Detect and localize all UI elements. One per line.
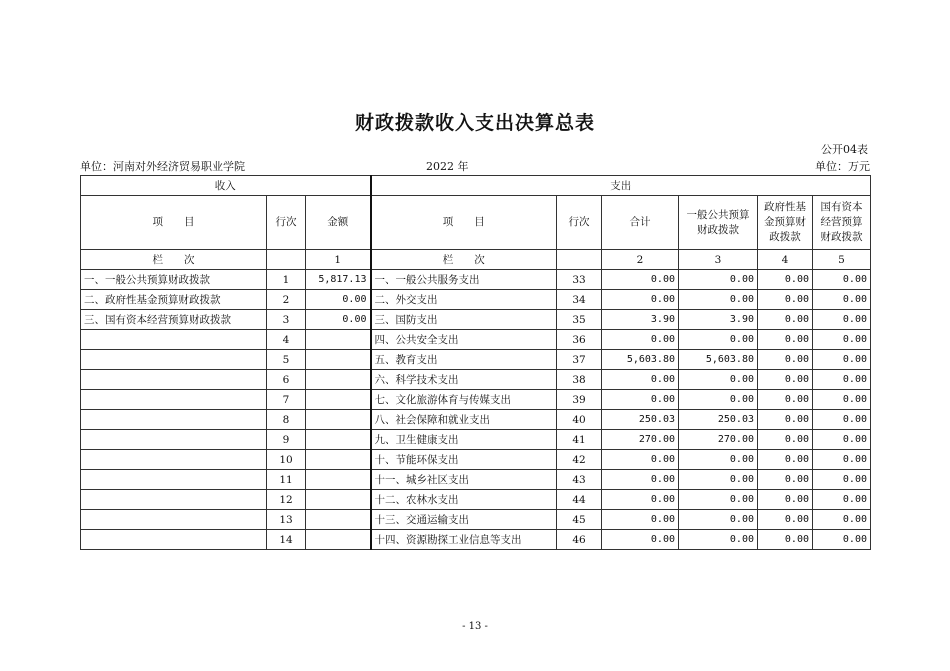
income-amount-header: 金额	[306, 196, 371, 250]
general-budget-cell: 3.90	[679, 310, 758, 330]
gov-fund-cell: 0.00	[758, 390, 813, 410]
year-label: 2022 年	[426, 160, 469, 173]
income-line-no-cell: 1	[267, 270, 306, 290]
income-line-no-cell: 8	[267, 410, 306, 430]
gov-fund-cell: 0.00	[758, 290, 813, 310]
income-line-no-cell: 13	[267, 510, 306, 530]
expense-item-cell: 一、一般公共服务支出	[371, 270, 557, 290]
income-line-no-cell: 11	[267, 470, 306, 490]
total-cell: 0.00	[602, 270, 679, 290]
state-capital-cell: 0.00	[813, 290, 871, 310]
gov-fund-cell: 0.00	[758, 410, 813, 430]
expense-line-no-cell: 45	[557, 510, 602, 530]
general-budget-cell: 0.00	[679, 330, 758, 350]
income-line-no-cell: 14	[267, 530, 306, 550]
income-item-header: 项 目	[81, 196, 267, 250]
income-amount-cell	[306, 370, 371, 390]
budget-table	[80, 175, 871, 550]
income-item-cell: 三、国有资本经营预算财政拨款	[81, 310, 267, 330]
column-4: 4	[758, 250, 813, 270]
income-item-cell: 二、政府性基金预算财政拨款	[81, 290, 267, 310]
expense-line-no-cell: 40	[557, 410, 602, 430]
page-title: 财政拨款收入支出决算总表	[354, 112, 595, 134]
gov-fund-cell: 0.00	[758, 450, 813, 470]
expense-item-header: 项 目	[371, 196, 557, 250]
income-amount-cell	[306, 490, 371, 510]
total-cell: 0.00	[602, 470, 679, 490]
state-capital-cell: 0.00	[813, 530, 871, 550]
expense-column-label: 栏 次	[371, 250, 557, 270]
table-row	[81, 410, 871, 430]
expense-line-no-cell: 34	[557, 290, 602, 310]
income-item-cell: 一、一般公共预算财政拨款	[81, 270, 267, 290]
gov-fund-header: 政府性基金预算财政拨款	[758, 196, 813, 250]
expense-item-cell: 七、文化旅游体育与传媒支出	[371, 390, 557, 410]
table-row	[81, 490, 871, 510]
gov-fund-cell: 0.00	[758, 310, 813, 330]
state-capital-cell: 0.00	[813, 510, 871, 530]
income-column-label: 栏 次	[81, 250, 267, 270]
income-amount-cell: 5,817.13	[306, 270, 371, 290]
income-item-cell	[81, 490, 267, 510]
state-capital-cell: 0.00	[813, 370, 871, 390]
total-cell: 270.00	[602, 430, 679, 450]
expense-item-cell: 四、公共安全支出	[371, 330, 557, 350]
state-capital-cell: 0.00	[813, 430, 871, 450]
expense-line-no-cell: 43	[557, 470, 602, 490]
gov-fund-cell: 0.00	[758, 350, 813, 370]
income-line-no-cell: 6	[267, 370, 306, 390]
income-amount-cell	[306, 450, 371, 470]
table-row	[81, 370, 871, 390]
expense-column-blank	[557, 250, 602, 270]
table-row	[81, 470, 871, 490]
gov-fund-cell: 0.00	[758, 270, 813, 290]
state-capital-cell: 0.00	[813, 310, 871, 330]
expense-line-no-cell: 46	[557, 530, 602, 550]
total-cell: 3.90	[602, 310, 679, 330]
expense-line-no-header: 行次	[557, 196, 602, 250]
total-cell: 0.00	[602, 330, 679, 350]
state-capital-cell: 0.00	[813, 330, 871, 350]
total-cell: 0.00	[602, 450, 679, 470]
income-line-no-cell: 4	[267, 330, 306, 350]
gov-fund-cell: 0.00	[758, 330, 813, 350]
table-row	[81, 450, 871, 470]
expense-item-cell: 十、节能环保支出	[371, 450, 557, 470]
header-row-group	[81, 176, 871, 196]
income-amount-cell	[306, 430, 371, 450]
expense-line-no-cell: 41	[557, 430, 602, 450]
income-item-cell	[81, 370, 267, 390]
gov-fund-cell: 0.00	[758, 530, 813, 550]
expense-item-cell: 九、卫生健康支出	[371, 430, 557, 450]
total-cell: 5,603.80	[602, 350, 679, 370]
total-cell: 0.00	[602, 390, 679, 410]
expense-line-no-cell: 44	[557, 490, 602, 510]
page-number: - 13 -	[462, 621, 488, 632]
general-budget-cell: 270.00	[679, 430, 758, 450]
table-row	[81, 330, 871, 350]
expense-item-cell: 十二、农林水支出	[371, 490, 557, 510]
table-row	[81, 510, 871, 530]
table-row	[81, 390, 871, 410]
total-cell: 0.00	[602, 510, 679, 530]
total-cell: 0.00	[602, 370, 679, 390]
general-budget-cell: 250.03	[679, 410, 758, 430]
income-column-blank	[267, 250, 306, 270]
income-amount-cell	[306, 510, 371, 530]
state-capital-cell: 0.00	[813, 270, 871, 290]
table-row	[81, 270, 871, 290]
income-amount-cell	[306, 470, 371, 490]
expense-line-no-cell: 39	[557, 390, 602, 410]
income-item-cell	[81, 350, 267, 370]
expense-item-cell: 十三、交通运输支出	[371, 510, 557, 530]
table-row	[81, 310, 871, 330]
general-budget-cell: 0.00	[679, 290, 758, 310]
income-item-cell	[81, 390, 267, 410]
expense-item-cell: 六、科学技术支出	[371, 370, 557, 390]
expense-line-no-cell: 36	[557, 330, 602, 350]
income-item-cell	[81, 470, 267, 490]
income-amount-cell: 0.00	[306, 310, 371, 330]
income-item-cell	[81, 450, 267, 470]
general-budget-cell: 5,603.80	[679, 350, 758, 370]
gov-fund-cell: 0.00	[758, 470, 813, 490]
general-budget-cell: 0.00	[679, 490, 758, 510]
gov-fund-cell: 0.00	[758, 370, 813, 390]
gov-fund-cell: 0.00	[758, 510, 813, 530]
meta-row	[80, 158, 870, 174]
expense-line-no-cell: 38	[557, 370, 602, 390]
general-budget-cell: 0.00	[679, 470, 758, 490]
form-number: 公开04表	[821, 143, 868, 156]
state-capital-cell: 0.00	[813, 490, 871, 510]
money-unit-label: 单位：万元	[815, 160, 870, 173]
general-budget-cell: 0.00	[679, 270, 758, 290]
total-cell: 0.00	[602, 530, 679, 550]
general-budget-cell: 0.00	[679, 530, 758, 550]
general-budget-cell: 0.00	[679, 510, 758, 530]
income-item-cell	[81, 330, 267, 350]
table-row	[81, 290, 871, 310]
total-cell: 250.03	[602, 410, 679, 430]
expense-item-cell: 十四、资源勘探工业信息等支出	[371, 530, 557, 550]
expense-header: 支出	[371, 176, 871, 196]
income-header: 收入	[81, 176, 371, 196]
total-header: 合计	[602, 196, 679, 250]
income-item-cell	[81, 430, 267, 450]
income-amount-cell	[306, 530, 371, 550]
income-amount-cell: 0.00	[306, 290, 371, 310]
column-index-row	[81, 250, 871, 270]
income-line-no-cell: 2	[267, 290, 306, 310]
expense-line-no-cell: 42	[557, 450, 602, 470]
income-line-no-cell: 3	[267, 310, 306, 330]
general-budget-cell: 0.00	[679, 390, 758, 410]
income-line-no-cell: 7	[267, 390, 306, 410]
general-budget-cell: 0.00	[679, 450, 758, 470]
expense-line-no-cell: 35	[557, 310, 602, 330]
income-line-no-cell: 12	[267, 490, 306, 510]
column-3: 3	[679, 250, 758, 270]
expense-item-cell: 二、外交支出	[371, 290, 557, 310]
column-2: 2	[602, 250, 679, 270]
income-amount-cell	[306, 330, 371, 350]
state-capital-cell: 0.00	[813, 410, 871, 430]
state-capital-header: 国有资本经营预算财政拨款	[813, 196, 871, 250]
expense-item-cell: 八、社会保障和就业支出	[371, 410, 557, 430]
expense-line-no-cell: 37	[557, 350, 602, 370]
state-capital-cell: 0.00	[813, 470, 871, 490]
state-capital-cell: 0.00	[813, 450, 871, 470]
income-line-no-cell: 9	[267, 430, 306, 450]
general-budget-cell: 0.00	[679, 370, 758, 390]
unit-label: 单位：河南对外经济贸易职业学院	[80, 160, 245, 173]
income-line-no-cell: 5	[267, 350, 306, 370]
expense-item-cell: 五、教育支出	[371, 350, 557, 370]
income-line-no-cell: 10	[267, 450, 306, 470]
total-cell: 0.00	[602, 490, 679, 510]
column-5: 5	[813, 250, 871, 270]
income-amount-cell	[306, 350, 371, 370]
gov-fund-cell: 0.00	[758, 430, 813, 450]
expense-item-cell: 十一、城乡社区支出	[371, 470, 557, 490]
income-item-cell	[81, 530, 267, 550]
state-capital-cell: 0.00	[813, 350, 871, 370]
table-row	[81, 530, 871, 550]
income-column-1: 1	[306, 250, 371, 270]
table-row	[81, 430, 871, 450]
expense-item-cell: 三、国防支出	[371, 310, 557, 330]
header-row-columns	[81, 196, 871, 250]
table-row	[81, 350, 871, 370]
general-budget-header: 一般公共预算财政拨款	[679, 196, 758, 250]
income-item-cell	[81, 510, 267, 530]
total-cell: 0.00	[602, 290, 679, 310]
income-item-cell	[81, 410, 267, 430]
income-amount-cell	[306, 390, 371, 410]
gov-fund-cell: 0.00	[758, 490, 813, 510]
expense-line-no-cell: 33	[557, 270, 602, 290]
income-line-no-header: 行次	[267, 196, 306, 250]
state-capital-cell: 0.00	[813, 390, 871, 410]
income-amount-cell	[306, 410, 371, 430]
